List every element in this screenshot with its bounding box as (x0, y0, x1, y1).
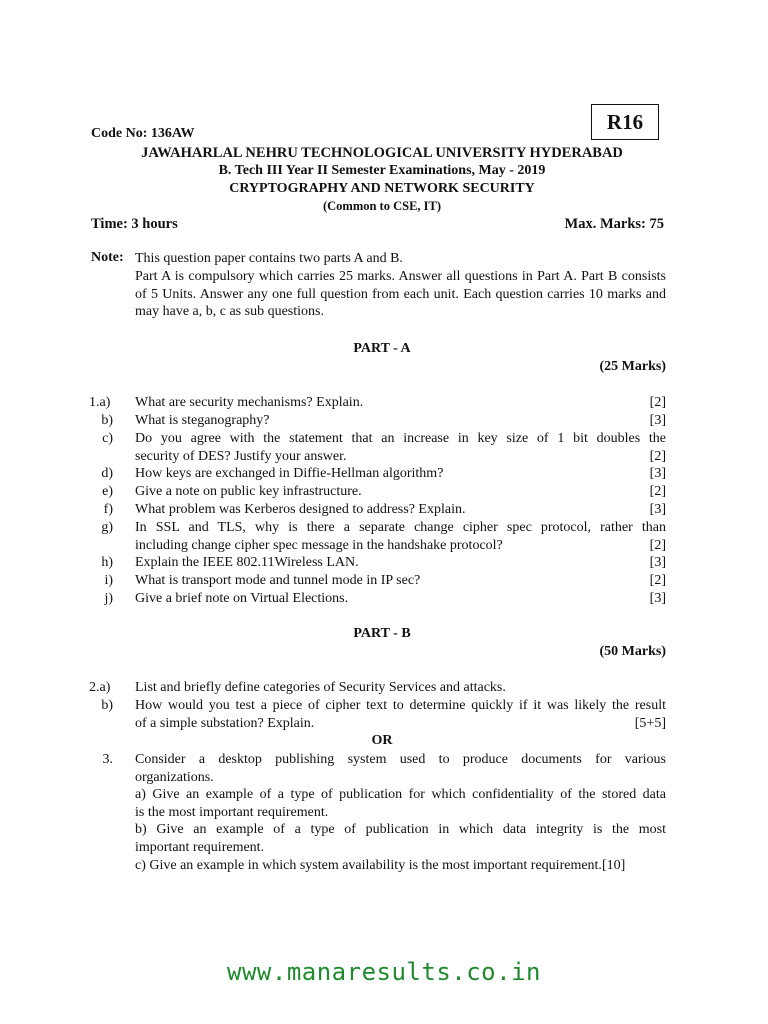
question-text: What are security mechanisms? Explain. (135, 395, 364, 410)
part-a-marks: (25 Marks) (599, 359, 666, 374)
subject-title: CRYPTOGRAPHY AND NETWORK SECURITY (229, 181, 535, 196)
question-text-cont: organizations. (135, 769, 214, 785)
question-text: In SSL and TLS, why is there a separate change cipher spec protocol, rather than (135, 520, 666, 535)
exam-duration: Time: 3 hours (91, 216, 178, 232)
part-a-title: PART - A (353, 341, 411, 356)
question-marks: [3] (649, 555, 666, 570)
question-text-cont: security of DES? Justify your answer. (135, 448, 347, 464)
question-label: c) (102, 431, 113, 446)
question-marks: [2] (649, 395, 666, 410)
part-b-marks: (50 Marks) (599, 644, 666, 659)
question-marks: [3] (649, 502, 666, 517)
question-label: 3. (102, 752, 113, 767)
sub-question-a: a) Give an example of a type of publication for which confidentiality of the stored data (135, 787, 666, 803)
question-marks: [2] (649, 448, 666, 464)
question-label: d) (101, 466, 113, 481)
question-text: Give a brief note on Virtual Elections. (135, 591, 349, 606)
question-text: Consider a desktop publishing system used to produce documents for various (135, 752, 666, 767)
question-text: What is transport mode and tunnel mode in IP sec? (135, 573, 421, 588)
question-text: Do you agree with the statement that an increase in key size of 1 bit doubles the (135, 431, 666, 446)
question-label: i) (104, 573, 113, 588)
sub-question-a-cont: is the most important requirement. (135, 804, 329, 820)
question-label: b) (101, 698, 113, 713)
question-label: g) (101, 520, 113, 535)
question-text: Give a note on public key infrastructure. (135, 484, 362, 499)
question-label: f) (103, 502, 113, 517)
question-text: How keys are exchanged in Diffie-Hellman algorithm? (135, 466, 444, 481)
question-marks: [2] (649, 484, 666, 499)
question-marks: [5+5] (634, 715, 666, 731)
exam-title: B. Tech III Year II Semester Examinations, May - 2019 (218, 163, 546, 178)
question-label: j) (104, 591, 113, 606)
question-text-cont: including change cipher spec message in the handshake protocol? (135, 537, 503, 553)
question-text: What problem was Kerberos designed to address? Explain. (135, 502, 466, 517)
question-marks: [3] (649, 413, 666, 428)
sub-question-b: b) Give an example of a type of publication in which data integrity is the most (135, 822, 666, 838)
question-marks: [10] (601, 857, 626, 873)
website-watermark: www.manaresults.co.in (227, 958, 541, 986)
note-label: Note: (91, 250, 124, 265)
question-text: Explain the IEEE 802.11Wireless LAN. (135, 555, 359, 570)
question-label: h) (101, 555, 113, 570)
question-marks: [2] (649, 537, 666, 553)
question-label: 1.a) (89, 395, 111, 410)
common-branches: (Common to CSE, IT) (322, 199, 442, 213)
sub-question-c: c) Give an example in which system availability is the most important requirement. (135, 857, 602, 873)
question-marks: [2] (649, 573, 666, 588)
regulation-badge: R16 (591, 104, 659, 140)
note-line: This question paper contains two parts A and B. (135, 251, 403, 266)
question-label: e) (102, 484, 113, 499)
question-label: 2.a) (89, 680, 111, 695)
question-text: List and briefly define categories of Security Services and attacks. (135, 680, 506, 695)
paper-code: Code No: 136AW (91, 126, 195, 141)
question-label: b) (101, 413, 113, 428)
or-divider: OR (371, 733, 393, 748)
note-instructions: Part A is compulsory which carries 25 marks. Answer all questions in Part A. Part B consists of 5 Units. Answer any one full question from each unit. Each question carries 10 marks and may have a, b, c as sub questions. (135, 269, 666, 320)
question-text-cont: of a simple substation? Explain. (135, 715, 315, 731)
sub-question-b-cont: important requirement. (135, 839, 265, 855)
part-b-title: PART - B (353, 626, 411, 641)
question-marks: [3] (649, 591, 666, 606)
university-name: JAWAHARLAL NEHRU TECHNOLOGICAL UNIVERSITY HYDERABAD (141, 145, 623, 161)
question-marks: [3] (649, 466, 666, 481)
max-marks: Max. Marks: 75 (564, 216, 664, 232)
question-text: What is steganography? (135, 413, 270, 428)
question-text: How would you test a piece of cipher text to determine quickly if it was likely the result (135, 698, 666, 713)
